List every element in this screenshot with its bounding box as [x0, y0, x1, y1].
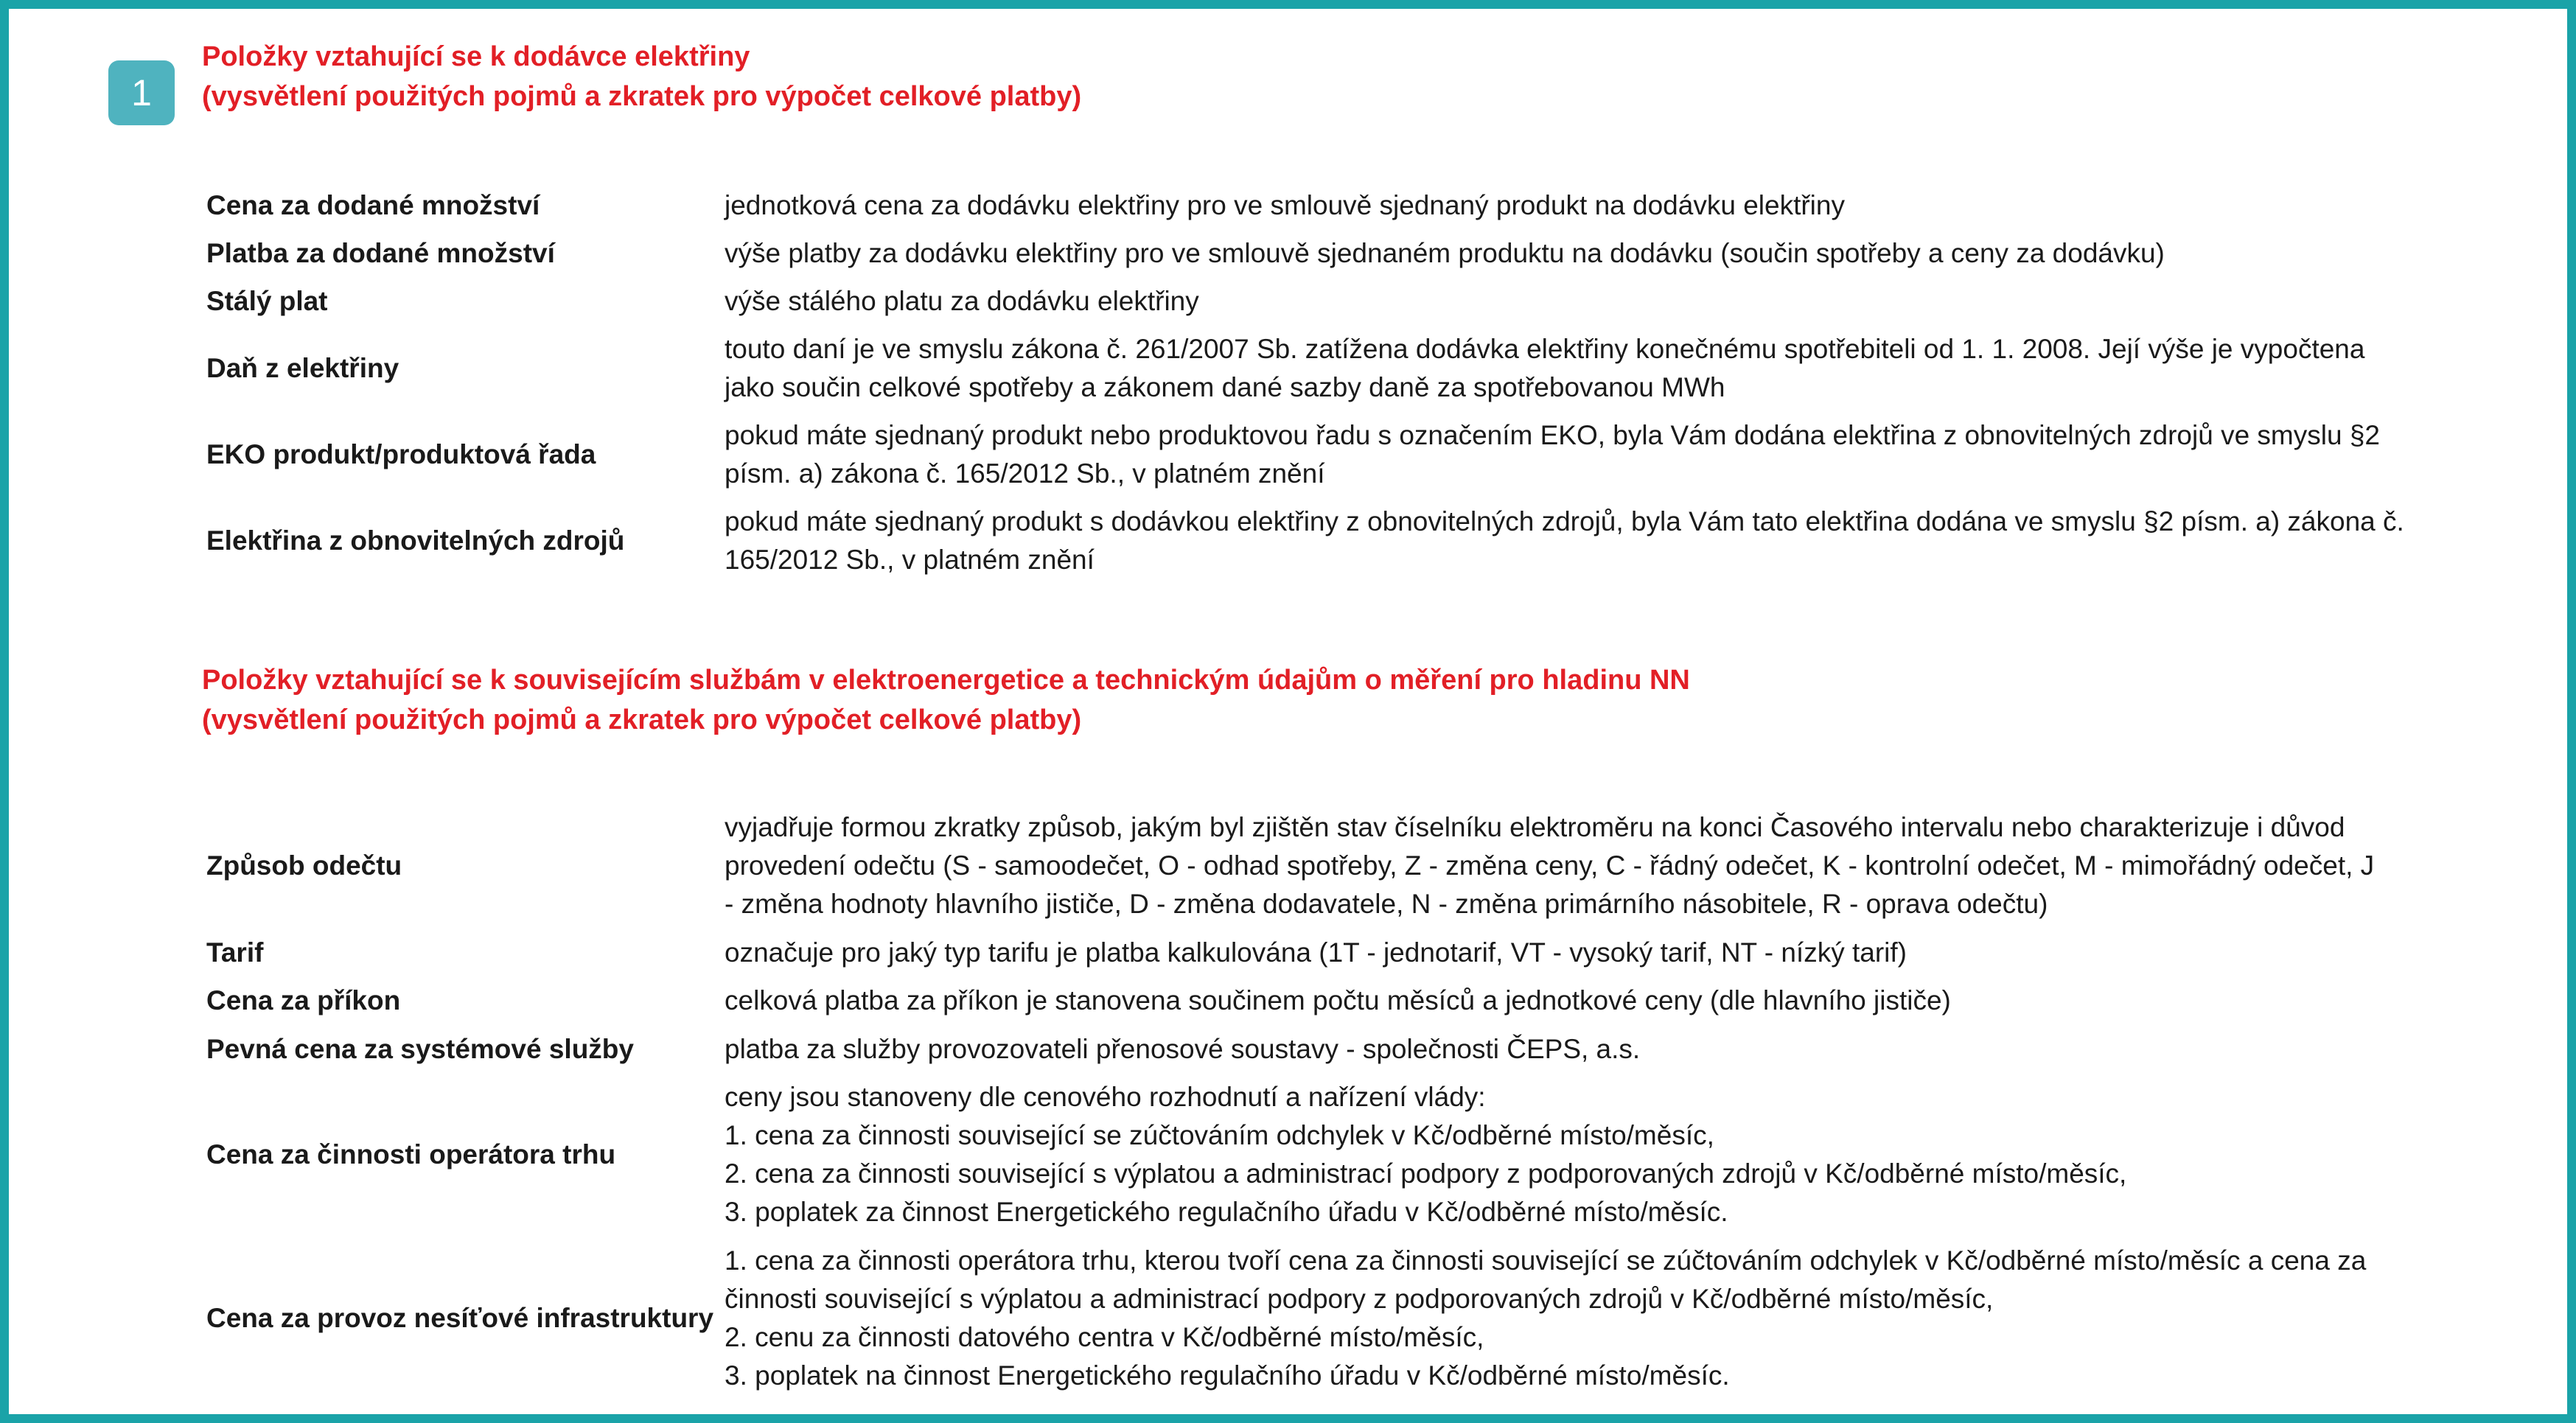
row-label: Daň z elektřiny — [206, 353, 399, 383]
section2-row — [206, 1242, 2543, 1395]
row-description — [725, 416, 2576, 493]
description-line: - změna hodnoty hlavního jističe, D - změna dodavatele, N - změna primárního násobitele, R - oprava odečtu) — [725, 889, 2048, 919]
row-description — [725, 186, 2576, 225]
row-description — [725, 503, 2576, 579]
row-label: Cena za příkon — [206, 985, 401, 1015]
description-line: jako součin celkové spotřeby a zákonem dané sazby daně za spotřebovanou MWh — [725, 372, 1725, 402]
section-number-badge: 1 — [108, 60, 175, 125]
row-label: Cena za provoz nesíťové infrastruktury — [206, 1303, 714, 1333]
row-label: Cena za činnosti operátora trhu — [206, 1139, 616, 1169]
row-description — [725, 282, 2576, 321]
description-line: vyjadřuje formou zkratky způsob, jakým byl zjištěn stav číselníku elektroměru na konci Časového intervalu nebo charakterizuje i důvod — [725, 812, 2345, 842]
description-line: jednotková cena za dodávku elektřiny pro ve smlouvě sjednaný produkt na dodávku elektřiny — [725, 190, 1845, 220]
row-label: Cena za dodané množství — [206, 190, 540, 220]
description-line: 3. poplatek na činnost Energetického regulačního úřadu v Kč/odběrné místo/měsíc. — [725, 1360, 1730, 1391]
description-line: celková platba za příkon je stanovena součinem počtu měsíců a jednotkové ceny (dle hlavního jističe) — [725, 985, 1951, 1015]
section1-title-line2: (vysvětlení použitých pojmů a zkratek pro výpočet celkové platby) — [202, 81, 1082, 112]
description-line: pokud máte sjednaný produkt nebo produktovou řadu s označením EKO, byla Vám dodána elektřina z obnovitelných zdrojů ve smyslu §2 — [725, 420, 2380, 450]
section1-row — [206, 186, 2543, 225]
section2-row — [206, 1030, 2543, 1069]
section1-row — [206, 330, 2543, 407]
section2-row — [206, 808, 2543, 923]
row-description — [725, 1030, 2576, 1069]
section1-row — [206, 503, 2543, 579]
row-description — [725, 982, 2576, 1020]
row-label: Tarif — [206, 937, 264, 968]
description-line: označuje pro jaký typ tarifu je platba kalkulována (1T - jednotarif, VT - vysoký tarif, NT - nízký tarif) — [725, 937, 1907, 968]
section2-row — [206, 982, 2543, 1020]
description-line: ceny jsou stanoveny dle cenového rozhodnutí a nařízení vlády: — [725, 1082, 1486, 1112]
description-line: provedení odečtu (S - samoodečet, O - odhad spotřeby, Z - změna ceny, C - řádný odečet, K - kontrolní odečet, M - mimořádný odečet, J — [725, 850, 2375, 881]
row-label: Platba za dodané množství — [206, 238, 555, 268]
section2-title-line2: (vysvětlení použitých pojmů a zkratek pro výpočet celkové platby) — [202, 704, 1082, 735]
description-line: výše stálého platu za dodávku elektřiny — [725, 286, 1199, 316]
description-line: pokud máte sjednaný produkt s dodávkou elektřiny z obnovitelných zdrojů, byla Vám tato elektřina dodána ve smyslu §2 písm. a) zákona č. — [725, 506, 2404, 536]
section2-row — [206, 1078, 2543, 1231]
section1-row — [206, 416, 2543, 493]
row-description — [725, 234, 2576, 273]
section1-row — [206, 234, 2543, 273]
section2-title-line1: Položky vztahující se k souvisejícím službám v elektroenergetice a technickým údajům o měření pro hladinu NN — [202, 665, 1690, 696]
row-description — [725, 1242, 2576, 1395]
row-label: EKO produkt/produktová řada — [206, 439, 596, 469]
row-label: Stálý plat — [206, 286, 328, 316]
description-line: 3. poplatek za činnost Energetického regulačního úřadu v Kč/odběrné místo/měsíc. — [725, 1197, 1728, 1227]
description-line: 2. cenu za činnosti datového centra v Kč/odběrné místo/měsíc, — [725, 1322, 1484, 1352]
description-line: 2. cena za činnosti související s výplatou a administrací podpory z podporovaných zdrojů v Kč/odběrné místo/měsíc, — [725, 1158, 2127, 1189]
section1-row — [206, 282, 2543, 321]
description-line: činnosti související s výplatou a administrací podpory z podporovaných zdrojů v Kč/odběrné místo/měsíc, — [725, 1284, 1994, 1314]
row-label: Pevná cena za systémové služby — [206, 1034, 634, 1064]
section2-row — [206, 934, 2543, 972]
description-line: písm. a) zákona č. 165/2012 Sb., v platném znění — [725, 458, 1325, 489]
description-line: 1. cena za činnosti operátora trhu, kterou tvoří cena za činnosti související se zúčtováním odchylek v Kč/odběrné místo/měsíc a cena za — [725, 1245, 2367, 1276]
row-label: Způsob odečtu — [206, 850, 402, 881]
description-line: 1. cena za činnosti související se zúčtováním odchylek v Kč/odběrné místo/měsíc, — [725, 1120, 1714, 1150]
description-line: touto daní je ve smyslu zákona č. 261/2007 Sb. zatížena dodávka elektřiny konečnému spotřebiteli od 1. 1. 2008. Její výše je vypočtena — [725, 334, 2365, 364]
row-label: Elektřina z obnovitelných zdrojů — [206, 525, 625, 556]
section1-title-line1: Položky vztahující se k dodávce elektřiny — [202, 41, 750, 72]
row-description — [725, 808, 2576, 923]
row-description — [725, 330, 2576, 407]
row-description — [725, 934, 2576, 972]
description-line: výše platby za dodávku elektřiny pro ve smlouvě sjednaném produktu na dodávku (součin spotřeby a ceny za dodávku) — [725, 238, 2165, 268]
description-line: 165/2012 Sb., v platném znění — [725, 545, 1095, 575]
description-line: platba za služby provozovateli přenosové soustavy - společnosti ČEPS, a.s. — [725, 1034, 1641, 1064]
row-description — [725, 1078, 2576, 1231]
